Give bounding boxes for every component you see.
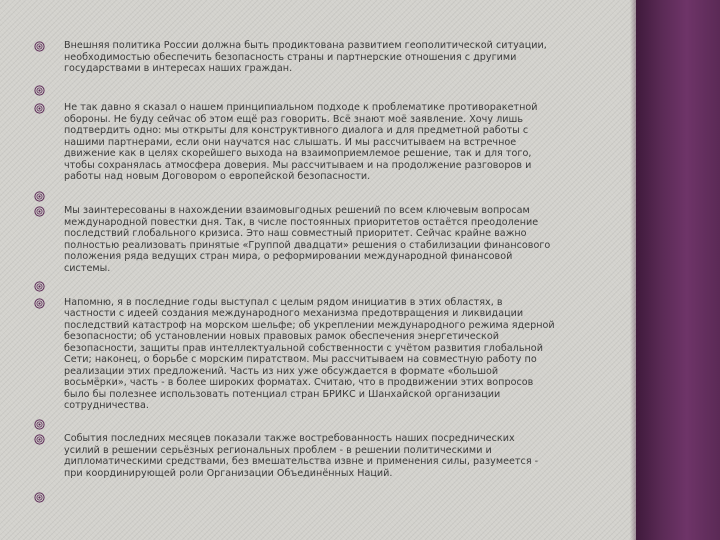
list-item xyxy=(34,102,606,183)
paragraph-text: Не так давно я сказал о нашем принципиальном подходе к проблематике противоракетной обороны. Не буду сейчас об этом ещё раз говорить. Всё знают моё заявление. Хочу лишь подтвердить одно: мы открыты для конструктивного диалога и для предметной работы с нашими партнерами, если они научатся нас слышать. И мы рассчитываем на встречное движение как в целях скорейшего выхода на взаимоприемлемое решение, так и для того, чтобы сохранялась атмосфера доверия. Мы рассчитываем и на продолжение разговоров и работы над новым Договором о европейской безопасности. xyxy=(64,102,538,182)
paragraph-text: Внешняя политика России должна быть продиктована развитием геополитической ситуации, необходимостью обеспечить безопасность страны и партнерские отношения с другими государствами в интересах наших граждан. xyxy=(64,40,547,74)
circled-bullet-icon xyxy=(34,85,45,96)
circled-bullet-icon xyxy=(34,41,45,52)
circled-bullet-icon xyxy=(34,298,45,309)
list-item xyxy=(34,205,606,274)
circled-bullet-icon xyxy=(34,492,45,503)
circled-bullet-icon xyxy=(34,103,45,114)
slide-content xyxy=(34,36,606,503)
paragraph-text: События последних месяцев показали также востребованность наших посреднических усилий в решении серьёзных региональных проблем - в решении политическими и дипломатическими средствами, без вмешательства извне и применения силы, разумеется - при координирующей роли Организации Объединённых Наций. xyxy=(64,433,539,479)
list-item xyxy=(34,280,606,292)
circled-bullet-icon xyxy=(34,434,45,445)
circled-bullet-icon xyxy=(34,281,45,292)
list-item xyxy=(34,297,606,412)
list-item xyxy=(34,190,606,202)
list-item xyxy=(34,40,606,75)
side-accent-panel xyxy=(636,0,720,540)
list-item xyxy=(34,491,606,503)
circled-bullet-icon xyxy=(34,206,45,217)
paragraph-text: Напомню, я в последние годы выступал с целым рядом инициатив в этих областях, в частности с идеей создания международного механизма предотвращения и ликвидации последствий катастроф на морском шельфе; об укреплении международного режима ядерной безопасности; об установлении новых правовых рамок обеспечения энергетической безопасности, защиты прав интеллектуальной собственности с учётом развития глобальной Сети; наконец, о борьбе с морским пиратством. Мы рассчитываем на совместную работу по реализации этих предложений. Часть из них уже обсуждается в формате «большой восьмёрки», часть - в более широких форматах. Считаю, что в продвижении этих вопросов было бы полезнее использовать потенциал стран БРИКС и Шанхайской организации сотрудничества. xyxy=(64,296,555,411)
list-item xyxy=(34,433,606,479)
paragraph-text: Мы заинтересованы в нахождении взаимовыгодных решений по всем ключевым вопросам международной повестки дня. Так, в числе постоянных приоритетов остаётся преодоление последствий глобального кризиса. Это наш совместный приоритет. Сейчас крайне важно полностью реализовать принятые «Группой двадцати» решения о стабилизации финансового положения ряда ведущих стран мира, о реформировании международной финансовой системы. xyxy=(64,205,551,274)
list-item xyxy=(34,84,606,96)
circled-bullet-icon xyxy=(34,191,45,202)
list-item xyxy=(34,418,606,430)
circled-bullet-icon xyxy=(34,419,45,430)
